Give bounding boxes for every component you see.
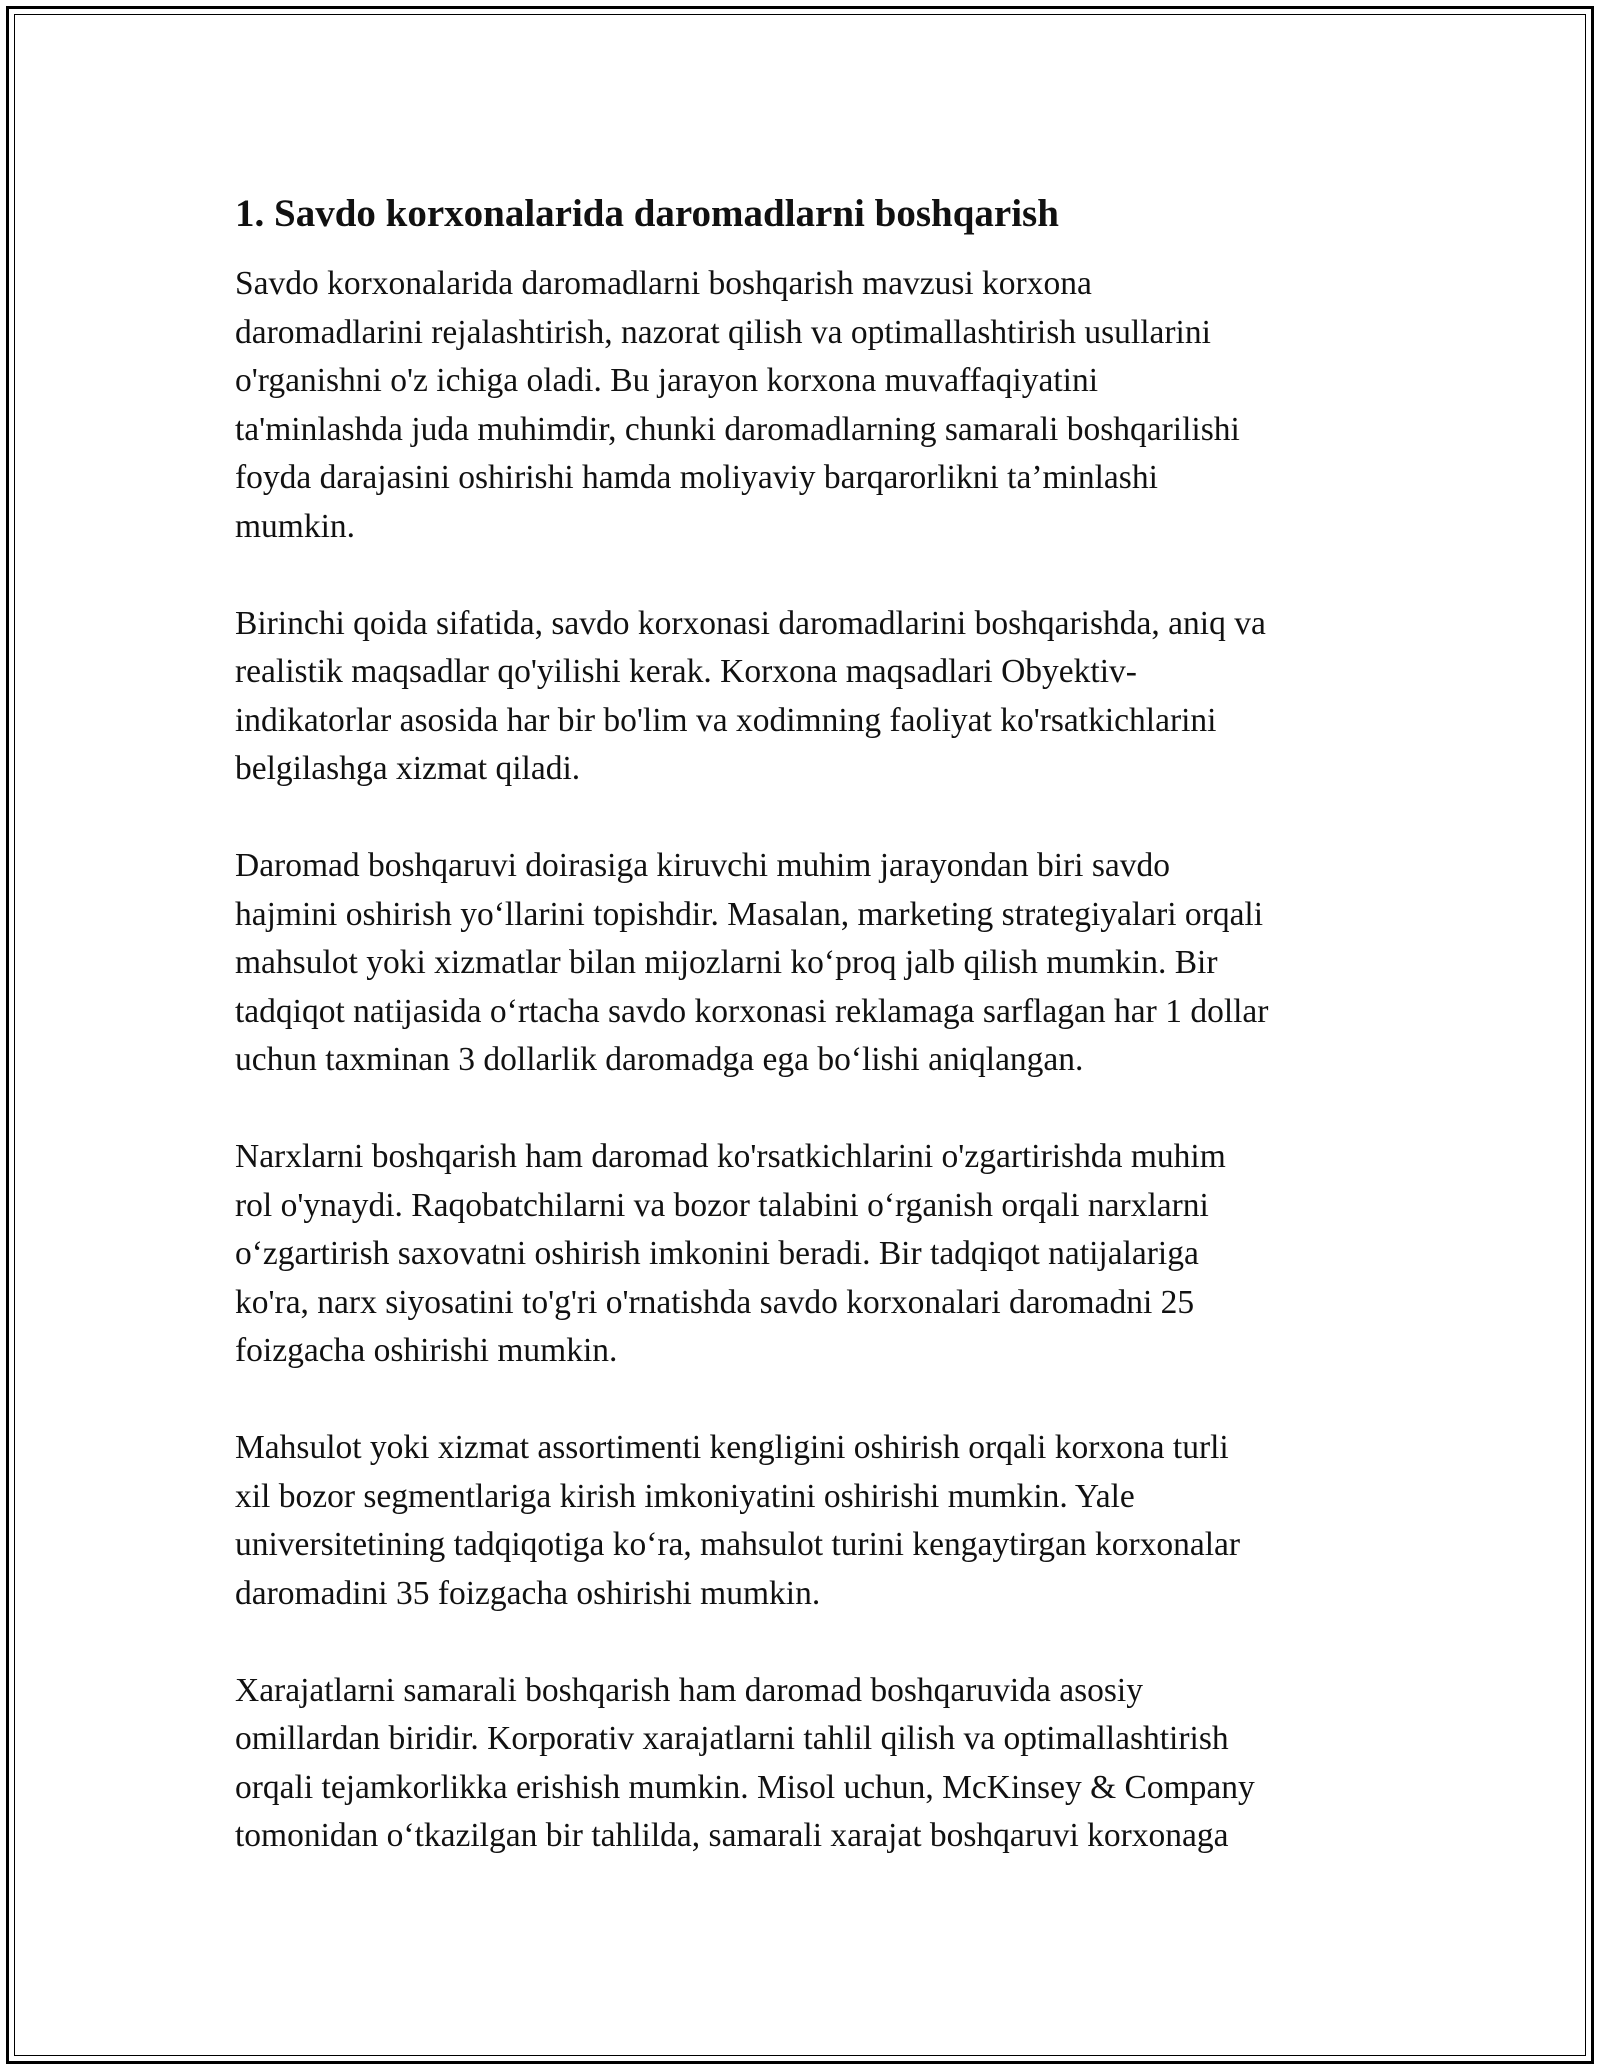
text-line: universitetining tadqiqotiga ko‘ra, mahsulot turini kengaytirgan korxonalar (235, 1526, 1241, 1563)
text-line: hajmini oshirish yo‘llarini topishdir. Masalan, marketing strategiyalari orqali (235, 895, 1264, 933)
paragraph-4 (235, 1133, 1375, 1376)
text-line: foyda darajasini oshirishi hamda moliyaviy barqarorlikni ta’minlashi (235, 459, 1158, 496)
text-line: ko'ra, narx siyosatini to'g'ri o'rnatishda savdo korxonalari daromadni 25 (235, 1283, 1195, 1321)
paragraph-6 (235, 1667, 1375, 1861)
text-line: Xarajatlarni samarali boshqarish ham daromad boshqaruvida asosiy (235, 1671, 1143, 1709)
text-line: mumkin. (235, 507, 356, 545)
paragraph-5 (235, 1424, 1375, 1618)
text-line: tomonidan o‘tkazilgan bir tahlilda, samarali xarajat boshqaruvi korxonaga (235, 1817, 1229, 1854)
text-line: uchun taxminan 3 dollarlik daromadga ega bo‘lishi aniqlangan. (235, 1041, 1084, 1078)
paragraph-3 (235, 842, 1375, 1085)
text-line: tadqiqot natijasida o‘rtacha savdo korxonasi reklamaga sarflagan har 1 dollar (235, 992, 1269, 1030)
text-line: o‘zgartirish saxovatni oshirish imkonini beradi. Bir tadqiqot natijalariga (235, 1235, 1199, 1272)
text-line: daromadlarini rejalashtirish, nazorat qilish va optimallashtirish usullarini (235, 313, 1211, 351)
paragraph-2 (235, 600, 1375, 794)
text-line: Narxlarni boshqarish ham daromad ko'rsatkichlarini o'zgartirishda muhim (235, 1138, 1226, 1175)
text-line: foizgacha oshirishi mumkin. (235, 1332, 618, 1369)
paragraph-1 (235, 260, 1375, 551)
text-line: Mahsulot yoki xizmat assortimenti kengligini oshirish orqali korxona turli (235, 1429, 1229, 1466)
text-line: ta'minlashda juda muhimdir, chunki daromadlarning samarali boshqarilishi (235, 410, 1240, 448)
text-line: xil bozor segmentlariga kirish imkoniyatini oshirishi mumkin. Yale (235, 1477, 1135, 1515)
text-line: belgilashga xizmat qiladi. (235, 750, 581, 787)
text-line: Birinchi qoida sifatida, savdo korxonasi daromadlarini boshqarishda, aniq va (235, 604, 1266, 642)
text-line: mahsulot yoki xizmatlar bilan mijozlarni ko‘proq jalb qilish mumkin. Bir (235, 944, 1218, 981)
section-heading: 1. Savdo korxonalarida daromadlarni boshqarish (235, 192, 1059, 235)
text-line: realistik maqsadlar qo'yilishi kerak. Korxona maqsadlari Obyektiv- (235, 653, 1137, 690)
text-line: daromadini 35 foizgacha oshirishi mumkin. (235, 1574, 821, 1612)
document-body (235, 186, 1375, 1909)
text-line: orqali tejamkorlikka erishish mumkin. Misol uchun, McKinsey & Company (235, 1768, 1255, 1806)
text-line: omillardan biridir. Korporativ xarajatlarni tahlil qilish va optimallashtirish (235, 1720, 1229, 1757)
text-line: o'rganishni o'z ichiga oladi. Bu jarayon korxona muvaffaqiyatini (235, 362, 1099, 399)
text-line: rol o'ynaydi. Raqobatchilarni va bozor talabini o‘rganish orqali narxlarni (235, 1186, 1209, 1224)
text-line: Savdo korxonalarida daromadlarni boshqarish mavzusi korxona (235, 265, 1092, 302)
text-line: indikatorlar asosida har bir bo'lim va xodimning faoliyat ko'rsatkichlarini (235, 701, 1217, 739)
text-line: Daromad boshqaruvi doirasiga kiruvchi muhim jarayondan biri savdo (235, 847, 1170, 884)
